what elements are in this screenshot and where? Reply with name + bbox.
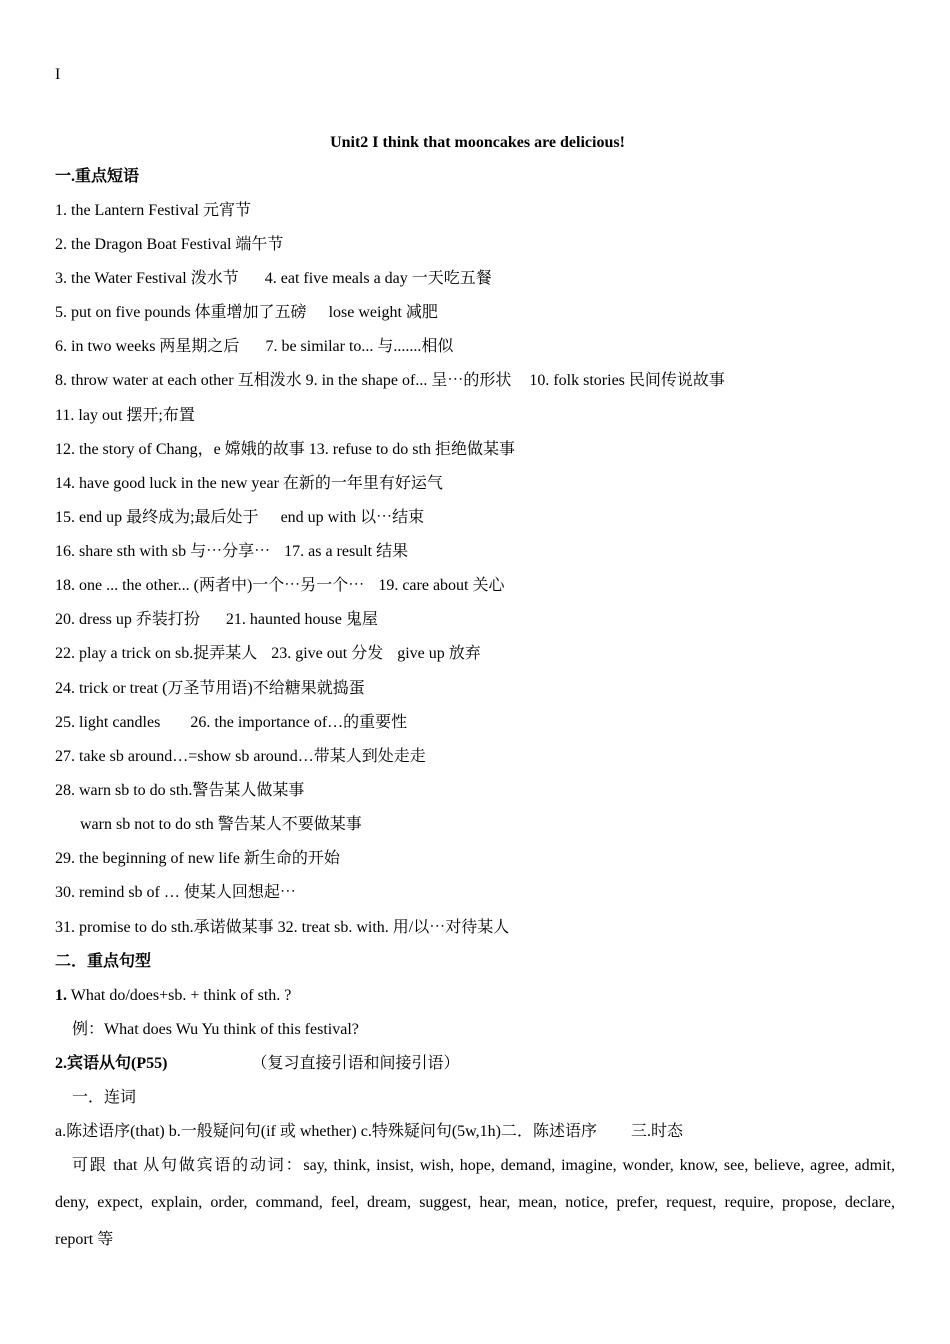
phrase-line: 11. lay out 摆开;布置 xyxy=(55,407,195,424)
phrase-line xyxy=(55,508,424,528)
section-heading-sentences: 二．重点句型 xyxy=(55,953,152,970)
phrase-line xyxy=(55,542,408,562)
phrase-line: 1. the Lantern Festival 元宵节 xyxy=(55,202,251,219)
phrase-item: 5. put on five pounds 体重增加了五磅 xyxy=(55,304,307,321)
verbs-paragraph-line: deny, expect, explain, order, command, feel, dream, suggest, hear, mean, notice, prefer, request, require, propose, declare, xyxy=(55,1194,895,1211)
subheading-object-clause: 2.宾语从句(P55) xyxy=(55,1055,168,1072)
clause-types-line xyxy=(55,1122,683,1142)
phrase-item: 17. as a result 结果 xyxy=(284,543,409,560)
phrase-item: 4. eat five meals a day 一天吃五餐 xyxy=(264,270,492,287)
verbs-paragraph-line: report 等 xyxy=(55,1231,114,1248)
phrase-item: 16. share sth with sb 与⋯分享⋯ xyxy=(55,543,271,560)
document-title: Unit2 I think that mooncakes are delicious! xyxy=(330,134,625,151)
clause-tense: 三.时态 xyxy=(631,1123,684,1140)
phrase-item: 22. play a trick on sb.捉弄某人 xyxy=(55,645,258,662)
phrase-line xyxy=(55,303,438,323)
verbs-paragraph-line: 可跟 that 从句做宾语的动词：say, think, insist, wish, hope, demand, imagine, wonder, know, see, believe, agree, admit, xyxy=(72,1157,895,1174)
phrase-item: 21. haunted house 鬼屋 xyxy=(225,611,378,628)
phrase-item: 7. be similar to... 与.......相似 xyxy=(265,338,454,355)
phrase-line: 12. the story of Chang，e 嫦娥的故事 13. refuse to do sth 拒绝做某事 xyxy=(55,441,515,458)
phrase-line xyxy=(55,610,378,630)
phrase-item: 19. care about 关心 xyxy=(378,577,505,594)
subheading-note: （复习直接引语和间接引语） xyxy=(251,1055,460,1072)
phrase-line xyxy=(55,371,725,391)
phrase-item: 6. in two weeks 两星期之后 xyxy=(55,338,240,355)
phrase-item: 8. throw water at each other 互相泼水 9. in the shape of... 呈⋯的形状 xyxy=(55,372,512,389)
phrase-line: 14. have good luck in the new year 在新的一年里有好运气 xyxy=(55,475,443,492)
subheading-line xyxy=(55,1054,459,1074)
phrase-line xyxy=(55,713,407,733)
phrase-item: 15. end up 最终成为;最后处于 xyxy=(55,509,259,526)
sentence-text: What do/does+sb. + think of sth. ? xyxy=(67,987,292,1004)
section-heading-phrases: 一.重点短语 xyxy=(55,168,140,185)
clause-types: a.陈述语序(that) b.一般疑问句(if 或 whether) c.特殊疑问句(5w,1h)二．陈述语序 xyxy=(55,1123,597,1140)
phrase-line xyxy=(55,269,492,289)
phrase-line xyxy=(55,576,505,596)
phrase-item: 3. the Water Festival 泼水节 xyxy=(55,270,239,287)
sentence-pattern xyxy=(55,986,291,1006)
phrase-item: give up 放弃 xyxy=(397,645,481,662)
phrase-line: warn sb not to do sth 警告某人不要做某事 xyxy=(80,816,362,833)
page-marker: I xyxy=(55,66,61,83)
phrase-line xyxy=(55,644,481,664)
phrase-item: 25. light candles xyxy=(55,714,161,731)
phrase-line: 24. trick or treat (万圣节用语)不给糖果就捣蛋 xyxy=(55,680,365,697)
phrase-item: end up with 以⋯结束 xyxy=(280,509,425,526)
phrase-line xyxy=(55,337,453,357)
phrase-item: 26. the importance of…的重要性 xyxy=(190,714,408,731)
phrase-item: lose weight 减肥 xyxy=(328,304,438,321)
phrase-line: 30. remind sb of … 使某人回想起⋯ xyxy=(55,884,296,901)
phrase-item: 18. one ... the other... (两者中)一个⋯另一个⋯ xyxy=(55,577,365,594)
phrase-item: 20. dress up 乔装打扮 xyxy=(55,611,200,628)
sentence-number: 1. xyxy=(55,987,67,1004)
phrase-item: 23. give out 分发 xyxy=(271,645,384,662)
phrase-line: 31. promise to do sth.承诺做某事 32. treat sb. with. 用/以⋯对待某人 xyxy=(55,919,510,936)
phrase-line: 27. take sb around…=show sb around…带某人到处走走 xyxy=(55,748,426,765)
phrase-line: 28. warn sb to do sth.警告某人做某事 xyxy=(55,782,305,799)
sentence-example: 例：What does Wu Yu think of this festival? xyxy=(72,1021,359,1038)
subsection-conjunction: 一．连词 xyxy=(72,1089,137,1106)
phrase-item: 10. folk stories 民间传说故事 xyxy=(529,372,725,389)
phrase-line: 29. the beginning of new life 新生命的开始 xyxy=(55,850,340,867)
phrase-line: 2. the Dragon Boat Festival 端午节 xyxy=(55,236,284,253)
